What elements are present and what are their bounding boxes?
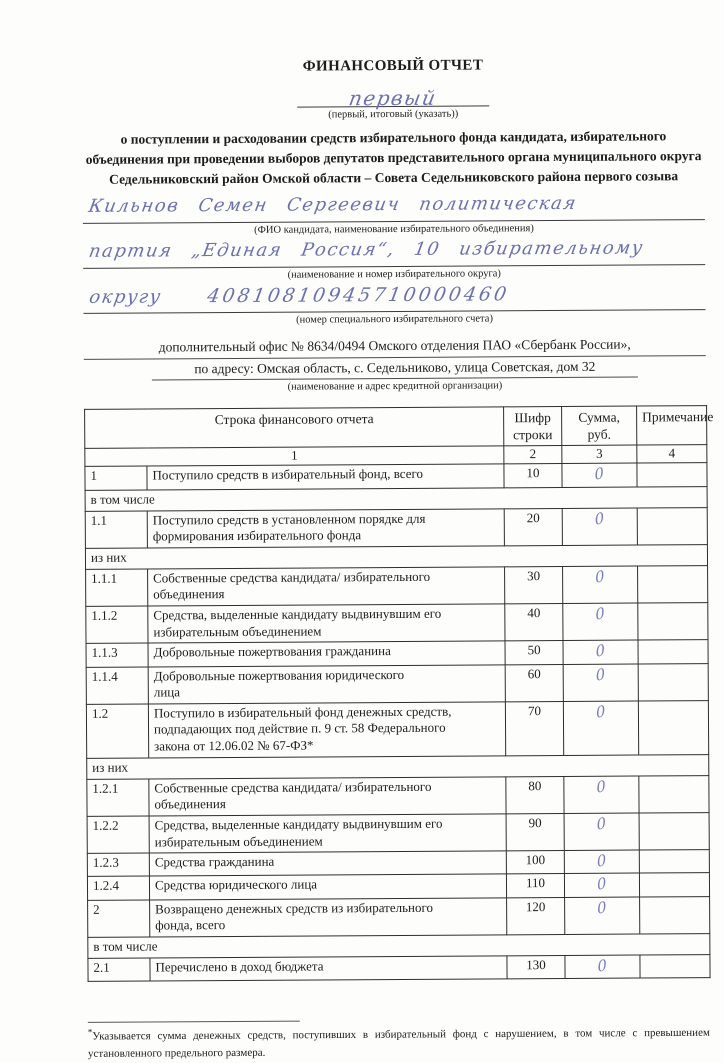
footnote-rule xyxy=(88,1021,300,1023)
district-fill-line xyxy=(83,235,705,269)
footnote xyxy=(88,1022,710,1063)
row-sum xyxy=(562,508,637,546)
row-sum xyxy=(563,701,638,755)
section-label: из них xyxy=(85,544,707,569)
bank-line-2: по адресу: Омская область, с. Седельниково, улица Советская, дом 32 xyxy=(152,356,637,381)
row-code: 50 xyxy=(505,641,563,665)
footnote-marker: * xyxy=(87,1026,93,1037)
candidate-handwritten: Кильнов Семен Сергеевич политическая xyxy=(87,193,579,218)
bank-line-1: дополнительный офис № 8634/0494 Омского отделения ПАО «Сбербанк России», xyxy=(84,334,706,359)
row-number: 1.1 xyxy=(85,511,147,549)
handwritten-zero: 0 xyxy=(595,776,607,797)
row-sum xyxy=(564,776,639,814)
header-note: Примечание xyxy=(637,405,707,445)
column-number-1: 1 xyxy=(85,446,504,467)
row-label: Поступило средств в избирательный фонд, всего xyxy=(147,464,504,489)
district-handwritten: партия „Единая Россия“, 10 избирательному xyxy=(87,237,646,262)
row-note xyxy=(639,850,709,874)
row-sum xyxy=(562,463,637,487)
row-number: 1.1.1 xyxy=(86,569,148,607)
row-label: Средства, выделенные кандидату выдвинувшим его избирательным объединением xyxy=(148,604,505,643)
column-number-4: 4 xyxy=(637,445,707,463)
report-type-caption: (первый, итоговый (указать)) xyxy=(328,108,459,121)
handwritten-zero: 0 xyxy=(595,664,607,685)
row-note xyxy=(637,463,707,487)
row-note xyxy=(639,775,709,813)
handwritten-zero: 0 xyxy=(596,897,608,918)
column-number-2: 2 xyxy=(504,446,562,464)
row-note xyxy=(637,507,707,545)
footnote-text: Указывается сумма денежных средств, поступивших в избирательный фонд с нарушением, в том числе с превышением установленного предельного размера. xyxy=(87,1026,710,1060)
handwritten-zero: 0 xyxy=(594,640,607,662)
page-title: ФИНАНСОВЫЙ ОТЧЕТ xyxy=(302,57,484,75)
scanned-document xyxy=(82,56,714,1062)
row-sum xyxy=(565,955,640,979)
document-subtitle: о поступлении и расходовании средств избирательного фонда кандидата, избирательного объединения при проведении выборов депутатов представительного органа муниципального округа Седельниковский район Омской области – Совета Седельниковского района первого созыва xyxy=(85,127,702,187)
table-header-row xyxy=(85,405,707,448)
handwritten-zero: 0 xyxy=(596,850,608,872)
handwritten-zero: 0 xyxy=(596,955,609,976)
header-line-item: Строка финансового отчета xyxy=(85,407,504,449)
column-number-3: 3 xyxy=(562,445,637,463)
row-label: Перечислено в доход бюджета xyxy=(150,956,507,981)
row-number: 1.2.4 xyxy=(87,876,149,900)
table-row xyxy=(87,775,709,816)
account-fill-line xyxy=(83,280,705,314)
row-label: Поступило средств в установленном порядке для формирования избирательного фонда xyxy=(147,508,504,547)
table-row xyxy=(85,507,707,548)
row-sum xyxy=(565,897,640,935)
table-row xyxy=(86,603,708,644)
row-sum xyxy=(564,813,639,851)
row-code: 20 xyxy=(504,508,562,546)
row-number: 1 xyxy=(85,466,147,490)
row-sum xyxy=(564,873,639,897)
candidate-caption: (ФИО кандидата, наименование избирательного объединения) xyxy=(254,223,534,237)
table-row xyxy=(88,896,710,937)
row-note xyxy=(638,663,708,701)
report-type-handwritten: первый xyxy=(347,85,439,111)
finance-table-body xyxy=(85,463,710,981)
table-row xyxy=(87,812,709,853)
row-note xyxy=(640,896,710,934)
handwritten-zero: 0 xyxy=(595,701,607,722)
district-caption: (наименование и номер избирательного округа) xyxy=(287,268,501,281)
row-code: 120 xyxy=(507,897,565,935)
row-code: 30 xyxy=(505,566,563,604)
row-number: 1.1.3 xyxy=(86,643,148,667)
report-type-fill-line xyxy=(297,84,488,111)
account-number-handwritten: 40810810945710000460 xyxy=(205,282,512,307)
row-label: Собственные средства кандидата/ избирательного объединения xyxy=(148,567,505,606)
row-label: Добровольные пожертвования гражданина xyxy=(148,641,505,666)
row-number: 2.1 xyxy=(88,958,150,982)
row-number: 2 xyxy=(88,900,150,938)
row-code: 70 xyxy=(505,701,563,755)
handwritten-zero: 0 xyxy=(593,463,606,485)
row-number: 1.2.2 xyxy=(87,816,149,854)
row-code: 80 xyxy=(506,776,564,814)
handwritten-zero: 0 xyxy=(594,566,606,587)
row-label: Собственные средства кандидата/ избирательного объединения xyxy=(149,776,506,815)
row-number: 1.1.2 xyxy=(86,606,148,644)
handwritten-zero: 0 xyxy=(594,603,606,625)
row-code: 10 xyxy=(504,464,562,488)
row-sum xyxy=(563,566,638,604)
row-note xyxy=(638,565,708,603)
row-code: 90 xyxy=(506,813,564,851)
account-prefix-handwritten: округу xyxy=(87,285,164,308)
handwritten-zero: 0 xyxy=(595,813,608,834)
row-number: 1.2.1 xyxy=(87,779,149,817)
table-row xyxy=(88,954,710,981)
row-label: Средства гражданина xyxy=(149,851,506,876)
row-sum xyxy=(564,850,639,874)
row-number: 1.1.4 xyxy=(86,667,148,705)
row-label: Средства, выделенные кандидату выдвинувшим его избирательным объединением xyxy=(149,814,506,853)
row-sum xyxy=(563,640,638,664)
finance-table xyxy=(84,405,714,982)
candidate-fill-line xyxy=(83,190,705,224)
header-sum: Сумма, руб. xyxy=(562,406,637,446)
section-label: из них xyxy=(87,754,709,779)
row-label: Добровольные пожертвования юридического лица xyxy=(148,664,505,703)
row-code: 60 xyxy=(505,664,563,702)
handwritten-zero: 0 xyxy=(594,508,606,529)
handwritten-zero: 0 xyxy=(596,873,608,895)
row-label: Поступило в избирательный фонд денежных средств, подпадающих под действие п. 9 ст. 58 Федерального закона от 12.06.02 № 67-ФЗ* xyxy=(148,702,505,758)
row-sum xyxy=(563,664,638,702)
row-number: 1.2.3 xyxy=(87,853,149,877)
row-label: Возвращено денежных средств из избирательного фонда, всего xyxy=(150,897,507,936)
row-label: Средства юридического лица xyxy=(149,874,506,899)
row-code: 130 xyxy=(507,955,565,979)
table-row xyxy=(86,663,708,704)
row-sum xyxy=(563,603,638,641)
bank-caption: (наименование и адрес кредитной организации) xyxy=(287,380,503,393)
header-code: Шифр строки xyxy=(504,406,562,446)
table-row xyxy=(86,565,708,606)
row-note xyxy=(639,812,709,850)
row-code: 100 xyxy=(506,851,564,875)
section-label: в том числе xyxy=(88,933,710,958)
row-note xyxy=(638,700,708,754)
account-caption: (номер специального избирательного счета) xyxy=(296,312,493,326)
row-note xyxy=(638,603,708,641)
row-code: 40 xyxy=(505,604,563,642)
section-label: в том числе xyxy=(85,486,707,511)
row-note xyxy=(640,954,710,978)
table-row xyxy=(86,700,708,758)
row-note xyxy=(639,873,709,897)
row-note xyxy=(638,640,708,664)
row-code: 110 xyxy=(506,874,564,898)
bank-block xyxy=(84,334,706,396)
row-number: 1.2 xyxy=(86,704,148,758)
report-type-block xyxy=(82,83,704,109)
